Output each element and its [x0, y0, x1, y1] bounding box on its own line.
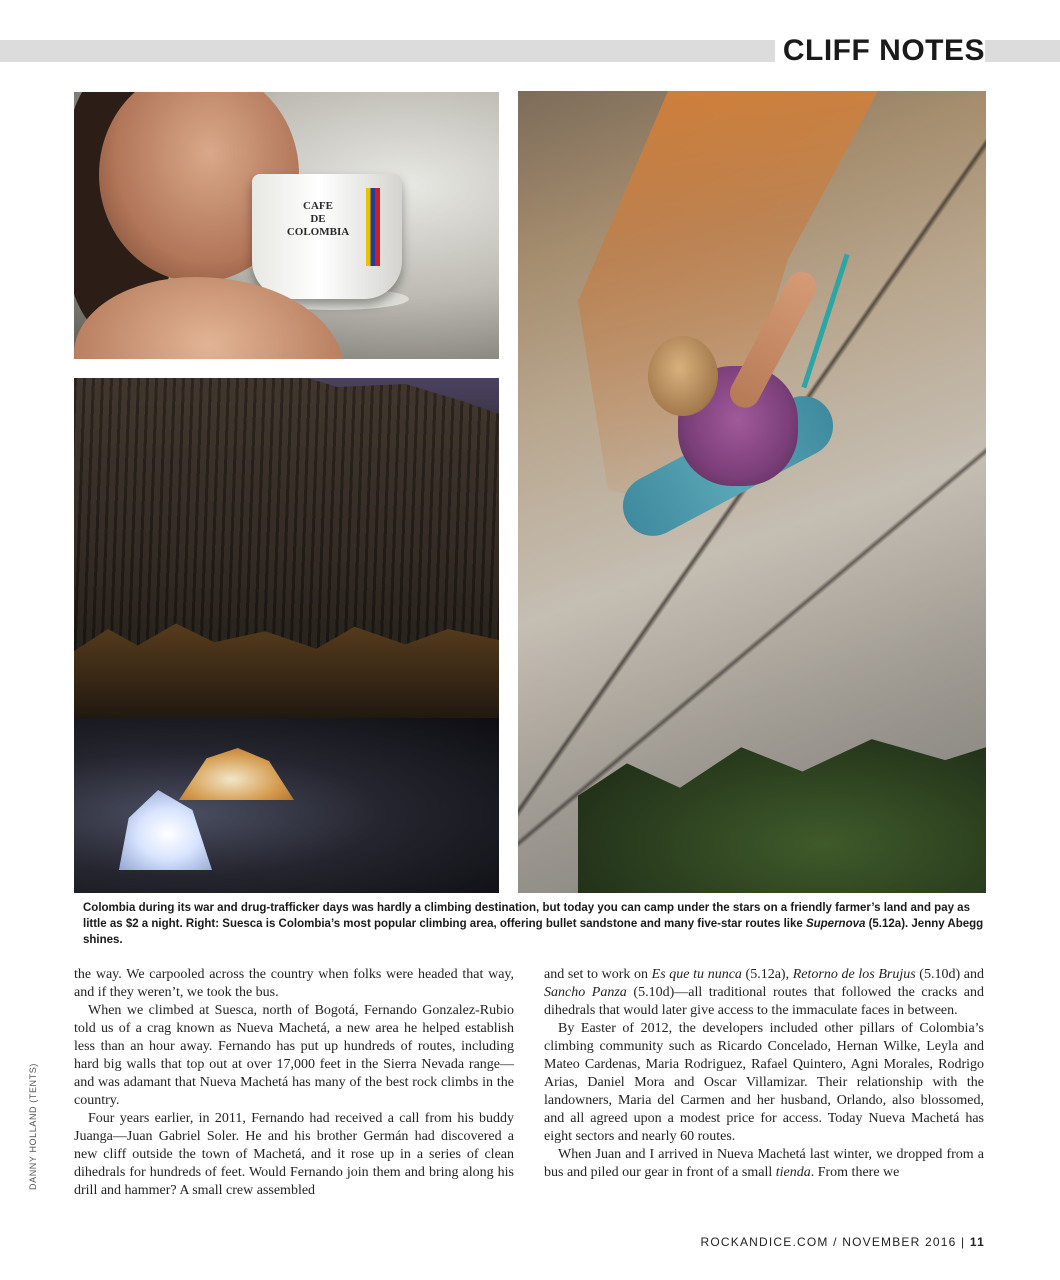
photo-caption: Colombia during its war and drug-trafficker days was hardly a climbing destination, but today you can camp under the stars on a friendly farmer’s land and pay as little as $2 a night. Right: Suesca is Colombia’s most popular climbing area, offering bullet sandstone and many five-star routes like Supernova (5.12a). Jenny Abegg shines. — [83, 902, 984, 946]
paragraph: When we climbed at Suesca, north of Bogotá, Fernando Gonzalez-Rubio told us of a crag known as Nueva Machetá, a new area he helped establish less than an hour away. Fernando has put up hundreds of routes, including hard big walls that top out at over 17,000 feet in the Sierra Nevada range—and was adamant that Nueva Machetá has many of the best rock climbs in the country. — [74, 1003, 514, 1108]
article-column-right — [544, 966, 984, 1182]
photo-credit: DANNY HOLLAND (TENTS) — [28, 1063, 38, 1190]
tents-photo — [74, 378, 499, 893]
paragraph: the way. We carpooled across the country when folks were headed that way, and if they weren’t, we took the bus. — [74, 967, 514, 1000]
page-number: 11 — [969, 1235, 985, 1249]
coffee-cup — [252, 174, 402, 299]
paragraph: When Juan and I arrived in Nueva Machetá last winter, we dropped from a bus and piled our gear in front of a small tienda. From there we — [544, 1147, 984, 1180]
climber-photo — [518, 91, 986, 893]
cup-logo-text: CAFE DE COLOMBIA — [286, 200, 350, 238]
paragraph: Four years earlier, in 2011, Fernando had received a call from his buddy Juanga—Juan Gabriel Soler. He and his brother Germán had discovered a new cliff outside the town of Machetá, and it rose up in a series of clean dihedrals for hundreds of feet. Would Fernando join them and bring along his drill and hammer? A small crew assembled — [74, 1111, 514, 1198]
article-column-left — [74, 966, 514, 1200]
page-footer: ROCKANDICE.COM / NOVEMBER 2016 | 11 — [700, 1235, 985, 1249]
coffee-photo — [74, 92, 499, 359]
paragraph: By Easter of 2012, the developers included other pillars of Colombia’s climbing community such as Ricardo Concelado, Hernan Wilke, Leyla and Mateo Cardenas, Maria Rodriguez, Rafael Quintero, Agni Morales, Rodrigo Arias, Daniel Mora and Oscar Villamizar. Their relationship with the landowners, Maria del Carmen and her husband, Orlando, also blossomed, and all agreed upon a modest price for access. Today Nueva Machetá has eight sectors and nearly 60 routes. — [544, 1021, 984, 1144]
paragraph: and set to work on Es que tu nunca (5.12a), Retorno de los Brujus (5.10d) and Sancho Panza (5.10d)—all traditional routes that followed the cracks and dihedrals that would later give access to the immaculate faces in between. — [544, 967, 984, 1018]
section-title: CLIFF NOTES — [775, 33, 985, 69]
